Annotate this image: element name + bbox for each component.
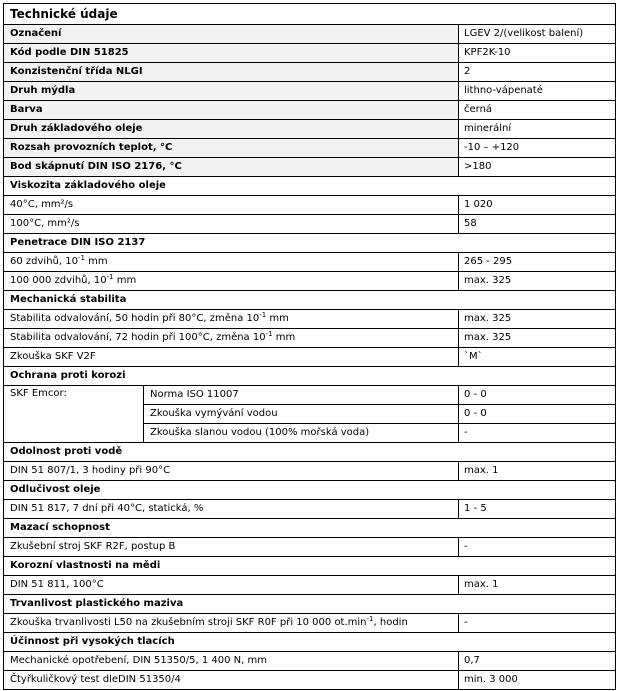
row-value: max. 325	[459, 329, 616, 348]
row-value: min. 3 000	[459, 671, 616, 690]
row-label: Barva	[4, 101, 459, 120]
table-row	[4, 386, 616, 405]
row-label: 100 000 zdvihů, $10^{-1}$ mm	[4, 272, 459, 291]
row-value: 2	[459, 63, 616, 82]
table-row	[4, 196, 616, 215]
row-label: Čtyřkuličkový test dleDIN 51350/4	[4, 671, 459, 690]
table-row	[4, 671, 616, 690]
row-label: Konzistenční třída NLGI	[4, 63, 459, 82]
row-value: >180	[459, 158, 616, 177]
section-header-row	[4, 633, 616, 652]
section-header-row	[4, 177, 616, 196]
table-row	[4, 500, 616, 519]
table-row	[4, 25, 616, 44]
section-header-row	[4, 481, 616, 500]
row-value: LGEV 2/(velikost balení)	[459, 25, 616, 44]
row-value: -	[459, 424, 616, 443]
table-row	[4, 462, 616, 481]
row-label: Zkušební stroj SKF R2F, postup B	[4, 538, 459, 557]
row-group-label: SKF Emcor:	[4, 386, 144, 443]
row-value: 265 - 295	[459, 253, 616, 272]
row-value: 0,7	[459, 652, 616, 671]
row-value: minerální	[459, 120, 616, 139]
row-label: DIN 51 807/1, 3 hodiny při 90°C	[4, 462, 459, 481]
table-body	[4, 4, 616, 690]
row-label: Rozsah provozních teplot, °C	[4, 139, 459, 158]
table-row	[4, 614, 616, 633]
section-header: Ochrana proti korozi	[4, 367, 616, 386]
table-row	[4, 139, 616, 158]
table-title: Technické údaje	[4, 4, 616, 25]
table-row	[4, 576, 616, 595]
unit-superscript: -1	[265, 330, 273, 338]
section-header-row	[4, 595, 616, 614]
unit-superscript: -1	[77, 254, 85, 262]
row-label: Zkouška SKF V2F	[4, 348, 459, 367]
section-header-row	[4, 367, 616, 386]
row-value: -10 – +120	[459, 139, 616, 158]
row-value: 0 - 0	[459, 386, 616, 405]
table-row	[4, 63, 616, 82]
table-row	[4, 158, 616, 177]
unit-superscript: -1	[106, 273, 114, 281]
row-label: Druh základového oleje	[4, 120, 459, 139]
row-value: KPF2K-10	[459, 44, 616, 63]
row-label: Zkouška slanou vodou (100% mořská voda)	[144, 424, 459, 443]
row-label: Označení	[4, 25, 459, 44]
unit-superscript: -1	[259, 311, 267, 319]
section-header-row	[4, 443, 616, 462]
row-value: max. 1	[459, 576, 616, 595]
row-label: Mechanické opotřebení, DIN 51350/5, 1 400 N, mm	[4, 652, 459, 671]
row-value: 1 - 5	[459, 500, 616, 519]
row-label: Stabilita odvalování, 72 hodin při 100°C, změna $10^{-1}$ mm	[4, 329, 459, 348]
row-label: Stabilita odvalování, 50 hodin při 80°C, změna $10^{-1}$ mm	[4, 310, 459, 329]
table-row	[4, 101, 616, 120]
row-label: Druh mýdla	[4, 82, 459, 101]
section-header-row	[4, 234, 616, 253]
unit-superscript: -1	[366, 615, 374, 623]
section-header: Odolnost proti vodě	[4, 443, 616, 462]
row-label: 100°C, mm²/s	[4, 215, 459, 234]
table-row	[4, 272, 616, 291]
row-label: DIN 51 811, 100°C	[4, 576, 459, 595]
row-value: černá	[459, 101, 616, 120]
table-row	[4, 538, 616, 557]
table-row	[4, 310, 616, 329]
row-value: 1 020	[459, 196, 616, 215]
table-row	[4, 253, 616, 272]
row-label: Kód podle DIN 51825	[4, 44, 459, 63]
row-value: 58	[459, 215, 616, 234]
section-header: Penetrace DIN ISO 2137	[4, 234, 616, 253]
row-label: 40°C, mm²/s	[4, 196, 459, 215]
row-value: 0 - 0	[459, 405, 616, 424]
section-header: Viskozita základového oleje	[4, 177, 616, 196]
row-value: max. 325	[459, 310, 616, 329]
row-label: DIN 51 817, 7 dní při 40°C, statická, %	[4, 500, 459, 519]
technical-data-table	[3, 3, 616, 690]
section-header-row	[4, 291, 616, 310]
table-row	[4, 215, 616, 234]
table-title-row	[4, 4, 616, 25]
section-header: Účinnost při vysokých tlacích	[4, 633, 616, 652]
row-label: 60 zdvihů, $10^{-1}$ mm	[4, 253, 459, 272]
table-row	[4, 82, 616, 101]
table-row	[4, 652, 616, 671]
row-value: -	[459, 538, 616, 557]
section-header-row	[4, 557, 616, 576]
row-label: Zkouška trvanlivosti L50 na zkušebním stroji SKF R0F při 10 000 $ot.\min^{-1}$, hodin	[4, 614, 459, 633]
table-row	[4, 120, 616, 139]
table-row	[4, 44, 616, 63]
section-header: Trvanlivost plastického maziva	[4, 595, 616, 614]
row-value: max. 1	[459, 462, 616, 481]
section-header-row	[4, 519, 616, 538]
row-label: Bod skápnutí DIN ISO 2176, °C	[4, 158, 459, 177]
section-header: Mechanická stabilita	[4, 291, 616, 310]
row-value: -	[459, 614, 616, 633]
row-value: lithno-vápenaté	[459, 82, 616, 101]
section-header: Korozní vlastnosti na mědi	[4, 557, 616, 576]
row-value: max. 325	[459, 272, 616, 291]
table-row	[4, 348, 616, 367]
row-label: Zkouška vymývání vodou	[144, 405, 459, 424]
table-row	[4, 329, 616, 348]
section-header: Odlučivost oleje	[4, 481, 616, 500]
row-label: Norma ISO 11007	[144, 386, 459, 405]
section-header: Mazací schopnost	[4, 519, 616, 538]
row-value: `M`	[459, 348, 616, 367]
